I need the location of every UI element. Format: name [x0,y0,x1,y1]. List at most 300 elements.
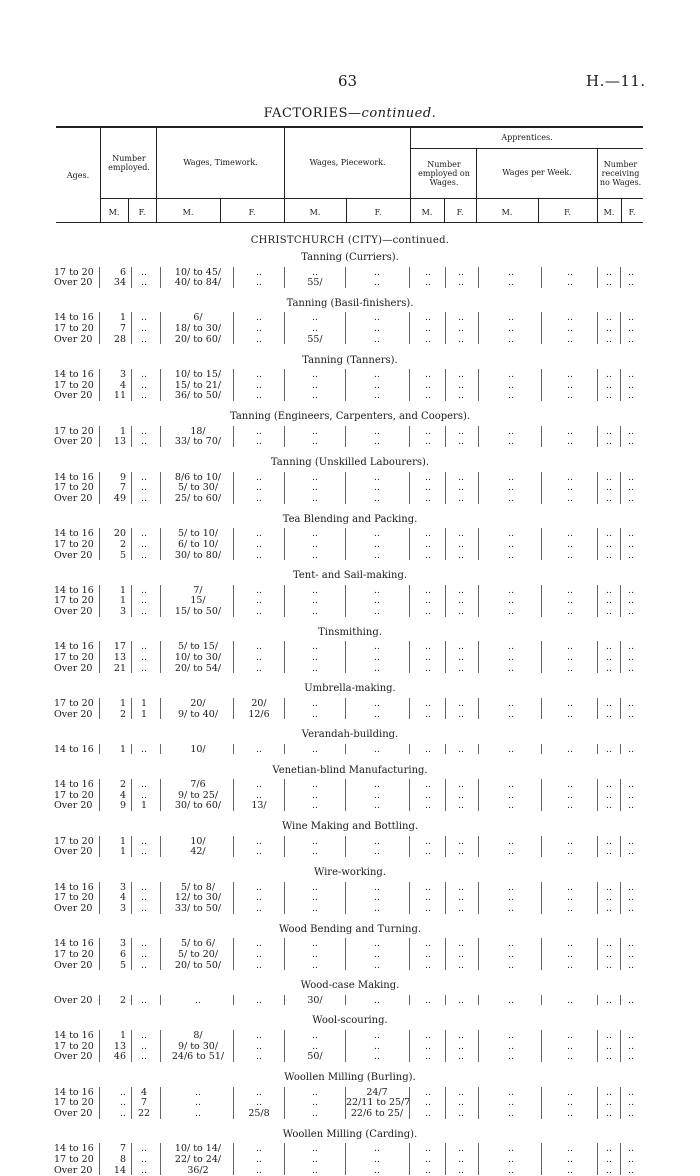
cell-no-wages-f: .. [627,800,635,812]
column-rule [160,1143,161,1175]
cell-employed-m: 21 [113,662,126,674]
cell-piecework-m: .. [311,948,319,960]
cell-timework-f: .. [255,948,263,960]
cell-employed-m: 5 [119,959,126,971]
trade-heading: Venetian-blind Manufacturing. [272,764,428,776]
cell-employed-m: 2 [119,994,126,1006]
column-rule [620,882,621,914]
cell-timework-m: 7/6 [190,779,206,790]
column-rule [541,312,542,344]
cell-appr-wages-m: .. [507,641,515,653]
cell-appr-employed-f: .. [457,436,465,448]
column-rule [99,472,100,504]
cell-piecework-f: .. [373,606,381,618]
column-rule [620,585,621,617]
header-ages: Ages. [66,171,90,180]
cell-appr-wages-m: .. [507,277,515,289]
column-rule [597,426,598,447]
cell-employed-f: .. [140,436,148,448]
cell-no-wages-f: .. [627,1029,635,1041]
cell-employed-m: .. [119,1097,126,1109]
column-rule [409,585,410,617]
cell-appr-employed-f: .. [457,1086,465,1098]
table-row [0,641,700,652]
column-rule [233,882,234,914]
cell-employed-m: 28 [113,333,126,345]
cell-age: Over 20 [54,662,93,674]
cell-employed-m: 1 [119,312,126,324]
cell-employed-m: 1 [119,846,126,858]
cell-appr-employed-m: .. [424,743,432,755]
cell-appr-wages-m: .. [507,1051,515,1063]
cell-employed-m: 1 [119,584,126,596]
cell-appr-employed-f: .. [457,549,465,561]
cell-appr-employed-f: .. [457,800,465,812]
column-rule [233,312,234,344]
table-row [0,698,700,709]
cell-timework-m: 6/ [193,312,203,324]
cell-appr-wages-m: .. [507,789,515,801]
cell-timework-f: 12/6 [248,708,270,720]
cell-timework-m: 5/ to 30/ [177,482,219,494]
cell-piecework-f: .. [373,779,381,790]
cell-timework-f: .. [255,471,263,483]
cell-timework-m: 20/ to 54/ [174,662,222,674]
header-f: F. [138,208,146,217]
cell-appr-employed-f: .. [457,652,465,663]
cell-appr-employed-m: .. [424,1164,432,1176]
cell-age: Over 20 [54,1164,93,1176]
cell-appr-employed-m: .. [424,333,432,345]
cell-timework-m: 5/ to 10/ [177,528,219,540]
cell-appr-wages-m: .. [507,379,515,391]
column-rule [160,528,161,560]
column-rule [99,836,100,857]
cell-piecework-m: .. [311,538,319,550]
cell-employed-f: .. [140,892,148,904]
cell-appr-wages-f: .. [566,1107,574,1119]
column-rule [345,267,346,288]
cell-employed-f: .. [140,323,148,335]
cell-appr-wages-m: .. [507,333,515,345]
cell-timework-f: .. [255,959,263,971]
column-rule [99,698,100,719]
cell-piecework-m: .. [311,697,319,709]
column-rule [445,995,446,1006]
column-rule [284,1087,285,1119]
cell-age: 14 to 16 [54,881,94,893]
cell-timework-f: .. [255,1164,263,1176]
cell-appr-employed-m: .. [424,266,432,278]
cell-timework-f: .. [255,369,263,380]
column-rule [541,641,542,673]
cell-piecework-f: .. [373,549,381,561]
column-rule [597,369,598,401]
cell-piecework-m: .. [311,436,319,448]
table-row [0,390,700,401]
column-rule [597,882,598,914]
cell-appr-employed-m: .. [424,379,432,391]
cell-timework-f: .. [255,881,263,893]
cell-timework-f: .. [255,1086,263,1098]
cell-appr-employed-m: .. [424,492,432,504]
cell-no-wages-m: .. [605,1143,613,1155]
column-rule [541,1143,542,1175]
cell-age: 14 to 16 [54,779,94,790]
cell-appr-wages-m: .. [507,1143,515,1155]
cell-piecework-m: .. [311,549,319,561]
cell-timework-m: 40/ to 84/ [174,277,222,289]
cell-piecework-m: .. [311,800,319,812]
column-rule [541,779,542,811]
column-rule [620,369,621,401]
cell-employed-f: 4 [140,1086,148,1098]
cell-timework-f: .. [255,606,263,618]
cell-appr-wages-f: .. [566,1097,574,1109]
cell-appr-wages-f: .. [566,425,574,437]
cell-appr-employed-m: .. [424,994,432,1006]
cell-no-wages-m: .. [605,697,613,709]
table-row [0,1030,700,1041]
column-rule [131,1030,132,1062]
cell-piecework-f: .. [373,277,381,289]
section-title-cont: continued. [361,106,437,121]
column-rule [99,995,100,1006]
column-rule [445,882,446,914]
cell-appr-wages-f: .. [566,333,574,345]
cell-timework-m: 10/ to 15/ [174,369,222,380]
cell-appr-employed-m: .. [424,1107,432,1119]
column-rule [160,369,161,401]
column-rule [478,698,479,719]
cell-employed-f: .. [140,379,148,391]
column-rule [597,938,598,970]
column-rule [284,641,285,673]
cell-employed-m: 13 [113,436,126,448]
section-title-main: FACTORIES— [263,106,362,121]
cell-piecework-f: .. [373,959,381,971]
cell-appr-wages-f: .. [566,1164,574,1176]
cell-appr-wages-m: .. [507,800,515,812]
cell-appr-employed-m: .. [424,436,432,448]
cell-age: 14 to 16 [54,1029,94,1041]
cell-appr-employed-m: .. [424,881,432,893]
cell-appr-employed-f: .. [457,482,465,494]
cell-no-wages-m: .. [605,1086,613,1098]
column-rule [99,528,100,560]
table-row [0,882,700,893]
cell-appr-employed-m: .. [424,277,432,289]
cell-age: Over 20 [54,846,93,858]
column-rule [478,1030,479,1062]
column-rule [99,1143,100,1175]
cell-age: Over 20 [54,436,93,448]
cell-timework-f: .. [255,1143,263,1155]
column-rule [445,426,446,447]
cell-appr-employed-m: .. [424,323,432,335]
cell-appr-employed-f: .. [457,471,465,483]
column-rule [233,641,234,673]
cell-employed-m: 3 [119,606,126,618]
column-rule [541,995,542,1006]
column-rule [597,1030,598,1062]
trade-heading: Woollen Milling (Carding). [282,1128,418,1140]
cell-no-wages-m: .. [605,549,613,561]
cell-appr-employed-m: .. [424,471,432,483]
table-row [0,595,700,606]
column-rule [541,1087,542,1119]
cell-timework-m: 10/ to 14/ [174,1143,222,1155]
column-rule [445,1087,446,1119]
cell-appr-employed-f: .. [457,379,465,391]
cell-no-wages-m: .. [605,846,613,858]
cell-appr-wages-m: .. [507,538,515,550]
cell-employed-m: 3 [119,369,126,380]
cell-appr-wages-m: .. [507,892,515,904]
cell-appr-wages-f: .. [566,312,574,324]
header-f: F. [564,208,571,217]
cell-appr-wages-m: .. [507,369,515,380]
cell-piecework-m: .. [311,1164,319,1176]
table-row [0,1143,700,1154]
column-rule [233,585,234,617]
cell-piecework-f: .. [373,948,381,960]
column-rule [409,312,410,344]
column-rule [541,1030,542,1062]
cell-employed-f: .. [140,743,148,755]
table-row [0,779,700,790]
column-rule [409,641,410,673]
cell-piecework-m: .. [311,652,319,663]
cell-employed-f: .. [140,881,148,893]
cell-no-wages-m: .. [605,528,613,540]
cell-appr-employed-f: .. [457,1040,465,1052]
trade-heading: Tanning (Tanners). [302,354,398,366]
cell-appr-wages-f: .. [566,436,574,448]
cell-appr-wages-f: .. [566,835,574,847]
cell-timework-f: .. [255,333,263,345]
column-rule [409,426,410,447]
cell-no-wages-m: .. [605,595,613,607]
cell-no-wages-m: .. [605,800,613,812]
cell-timework-m: 36/2 [187,1164,209,1176]
cell-no-wages-f: .. [627,369,635,380]
cell-no-wages-f: .. [627,584,635,596]
cell-piecework-m: .. [311,779,319,790]
column-rule [620,472,621,504]
cell-appr-employed-m: .. [424,846,432,858]
cell-appr-wages-f: .. [566,369,574,380]
column-rule [99,641,100,673]
column-rule [597,585,598,617]
cell-no-wages-f: .. [627,662,635,674]
cell-appr-wages-m: .. [507,492,515,504]
cell-appr-wages-m: .. [507,1107,515,1119]
column-rule [160,641,161,673]
cell-no-wages-f: .. [627,1164,635,1176]
cell-no-wages-m: .. [605,835,613,847]
cell-no-wages-f: .. [627,938,635,950]
cell-appr-wages-f: .. [566,1153,574,1165]
cell-piecework-m: 55/ [307,277,323,289]
cell-no-wages-m: .. [605,1051,613,1063]
cell-employed-f: .. [140,266,148,278]
cell-appr-wages-f: .. [566,800,574,812]
table-row [0,1108,700,1119]
cell-appr-employed-f: .. [457,789,465,801]
table-header [56,126,643,226]
cell-appr-wages-m: .. [507,425,515,437]
cell-piecework-f: .. [373,323,381,335]
cell-appr-employed-f: .. [457,994,465,1006]
column-rule [409,698,410,719]
cell-age: 17 to 20 [54,538,94,550]
column-rule [233,369,234,401]
cell-age: Over 20 [54,333,93,345]
cell-employed-f: .. [140,492,148,504]
cell-piecework-m: .. [311,606,319,618]
cell-age: Over 20 [54,1051,93,1063]
cell-appr-wages-f: .. [566,994,574,1006]
cell-no-wages-f: .. [627,1143,635,1155]
cell-appr-employed-f: .. [457,846,465,858]
cell-appr-employed-m: .. [424,892,432,904]
column-rule [478,882,479,914]
cell-employed-f: 1 [140,800,148,812]
column-rule [99,882,100,914]
cell-no-wages-m: .. [605,436,613,448]
table-row [0,846,700,857]
cell-piecework-f: .. [373,641,381,653]
trade-heading: Umbrella-making. [304,683,396,695]
cell-appr-wages-f: .. [566,662,574,674]
trade-heading: Tanning (Curriers). [301,252,399,263]
cell-employed-m: 2 [119,779,126,790]
header-f: F. [628,208,636,217]
column-rule [409,472,410,504]
table-row [0,744,700,755]
column-rule [409,836,410,857]
column-rule [284,698,285,719]
cell-timework-f: .. [255,994,263,1006]
cell-employed-m: 49 [113,492,126,504]
column-rule [131,267,132,288]
cell-piecework-m: .. [311,846,319,858]
cell-age: Over 20 [54,959,93,971]
cell-appr-wages-f: .. [566,959,574,971]
cell-timework-f: .. [255,323,263,335]
column-rule [541,938,542,970]
cell-appr-employed-f: .. [457,779,465,790]
cell-employed-m: 2 [119,708,126,720]
cell-piecework-m: .. [311,641,319,653]
table-row [0,995,700,1006]
cell-appr-employed-f: .. [457,662,465,674]
cell-appr-wages-m: .. [507,743,515,755]
cell-timework-f: .. [255,938,263,950]
cell-no-wages-f: .. [627,881,635,893]
cell-timework-m: 18/ to 30/ [174,323,222,335]
cell-employed-f: .. [140,277,148,289]
cell-timework-f: .. [255,846,263,858]
column-rule [409,938,410,970]
cell-age: 17 to 20 [54,425,94,437]
cell-timework-f: 13/ [251,800,267,812]
cell-employed-f: .. [140,789,148,801]
cell-timework-f: .. [255,662,263,674]
cell-timework-m: 24/6 to 51/ [171,1051,225,1063]
cell-appr-wages-f: .. [566,390,574,402]
column-rule [620,995,621,1006]
column-rule [597,528,598,560]
cell-piecework-m: .. [311,1143,319,1155]
cell-timework-m: .. [194,994,202,1006]
table-row [0,334,700,345]
cell-age: 14 to 16 [54,1086,94,1098]
cell-piecework-f: .. [373,1040,381,1052]
column-rule [445,698,446,719]
cell-appr-employed-f: .. [457,1051,465,1063]
cell-piecework-f: .. [373,492,381,504]
header-m: M. [182,208,194,217]
column-rule [478,995,479,1006]
cell-appr-wages-f: .. [566,779,574,790]
cell-piecework-m: .. [311,528,319,540]
trade-heading: Wool-scouring. [312,1015,388,1027]
cell-appr-employed-m: .. [424,652,432,663]
cell-appr-employed-m: .. [424,641,432,653]
cell-age: 17 to 20 [54,1040,94,1052]
cell-timework-m: 20/ to 50/ [174,959,222,971]
header-employed-on-wages: Number employed on Wages. [418,160,470,187]
column-rule [541,744,542,755]
cell-appr-employed-f: .. [457,333,465,345]
header-wages-per-week: Wages per Week. [502,168,572,177]
cell-employed-m: 4 [119,789,126,801]
cell-timework-m: .. [194,1086,202,1098]
cell-no-wages-m: .. [605,1040,613,1052]
cell-piecework-f: .. [373,538,381,550]
table-row [0,585,700,596]
cell-age: 17 to 20 [54,789,94,801]
cell-employed-f: 22 [137,1107,151,1119]
header-f: F. [456,208,464,217]
cell-timework-f: .. [255,538,263,550]
cell-timework-f: .. [255,779,263,790]
cell-no-wages-m: .. [605,743,613,755]
cell-age: 14 to 16 [54,584,94,596]
cell-timework-f: .. [255,595,263,607]
cell-appr-employed-f: .. [457,959,465,971]
column-rule [445,744,446,755]
cell-age: Over 20 [54,800,93,812]
cell-timework-f: .. [255,482,263,494]
column-rule [478,1143,479,1175]
cell-appr-wages-m: .. [507,938,515,950]
cell-appr-wages-m: .. [507,266,515,278]
column-rule [99,369,100,401]
cell-no-wages-f: .. [627,333,635,345]
cell-no-wages-f: .. [627,846,635,858]
header-m: M. [501,208,513,217]
cell-appr-employed-f: .. [457,1029,465,1041]
cell-appr-employed-m: .. [424,312,432,324]
cell-appr-wages-f: .. [566,1143,574,1155]
cell-piecework-f: .. [373,938,381,950]
cell-appr-employed-f: .. [457,323,465,335]
column-rule [160,938,161,970]
cell-piecework-f: .. [373,379,381,391]
